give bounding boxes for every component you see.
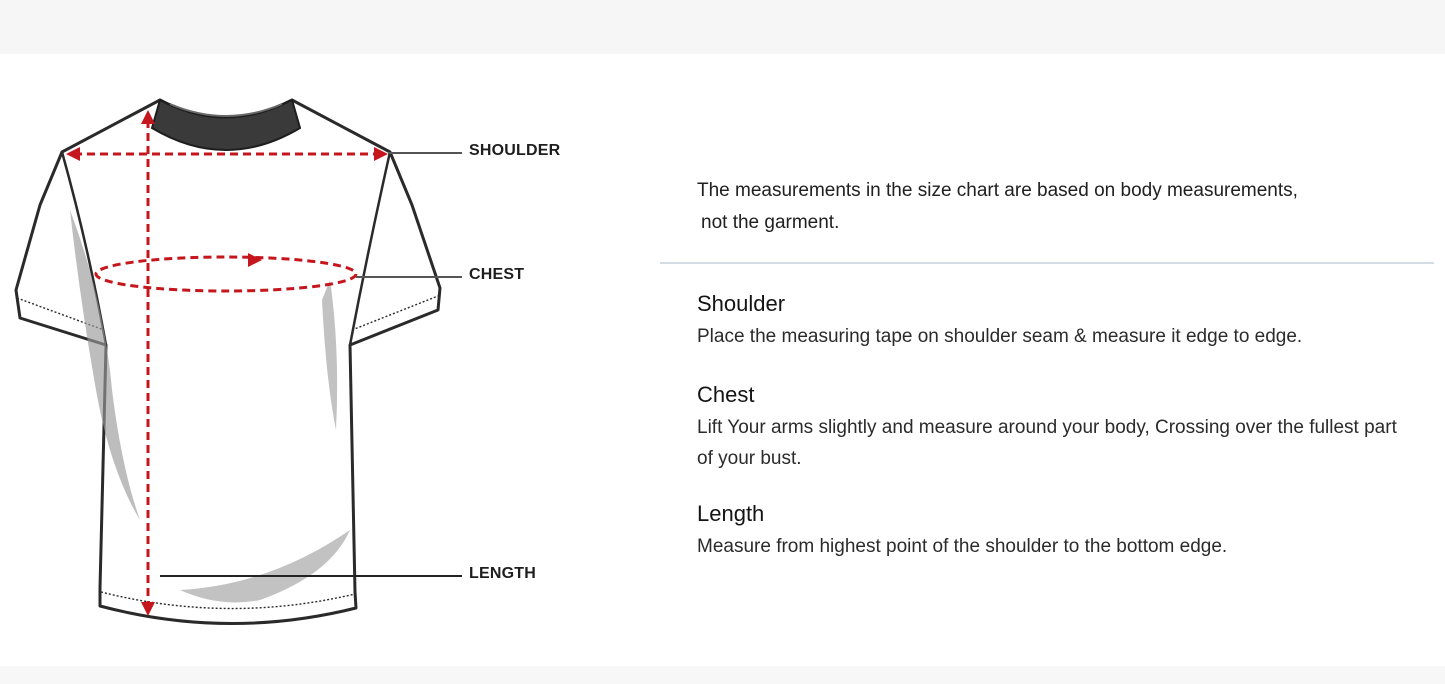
- chest-title: Chest: [697, 382, 755, 407]
- shoulder-title: Shoulder: [697, 291, 786, 316]
- shoulder-description: Place the measuring tape on shoulder seam & measure it edge to edge.: [697, 326, 1303, 347]
- shoulder-section: [697, 289, 1417, 352]
- tshirt-illustration: [0, 0, 640, 684]
- tshirt-diagram: [0, 0, 640, 684]
- intro-line-1: The measurements in the size chart are based on body measurements,: [697, 180, 1298, 201]
- chest-description: Lift Your arms slightly and measure around your body, Crossing over the fullest part of your bust.: [697, 417, 1397, 469]
- length-description: Measure from highest point of the shoulder to the bottom edge.: [697, 536, 1228, 557]
- chest-section: [697, 380, 1417, 474]
- intro-note: [697, 175, 1397, 239]
- divider: [660, 262, 1434, 264]
- length-section: [697, 499, 1417, 562]
- length-label: LENGTH: [469, 565, 536, 582]
- tshirt-outline: [16, 100, 440, 624]
- length-title: Length: [697, 501, 765, 526]
- chest-label: CHEST: [469, 266, 525, 283]
- shoulder-label: SHOULDER: [469, 142, 561, 159]
- intro-line-2: not the garment.: [701, 212, 840, 233]
